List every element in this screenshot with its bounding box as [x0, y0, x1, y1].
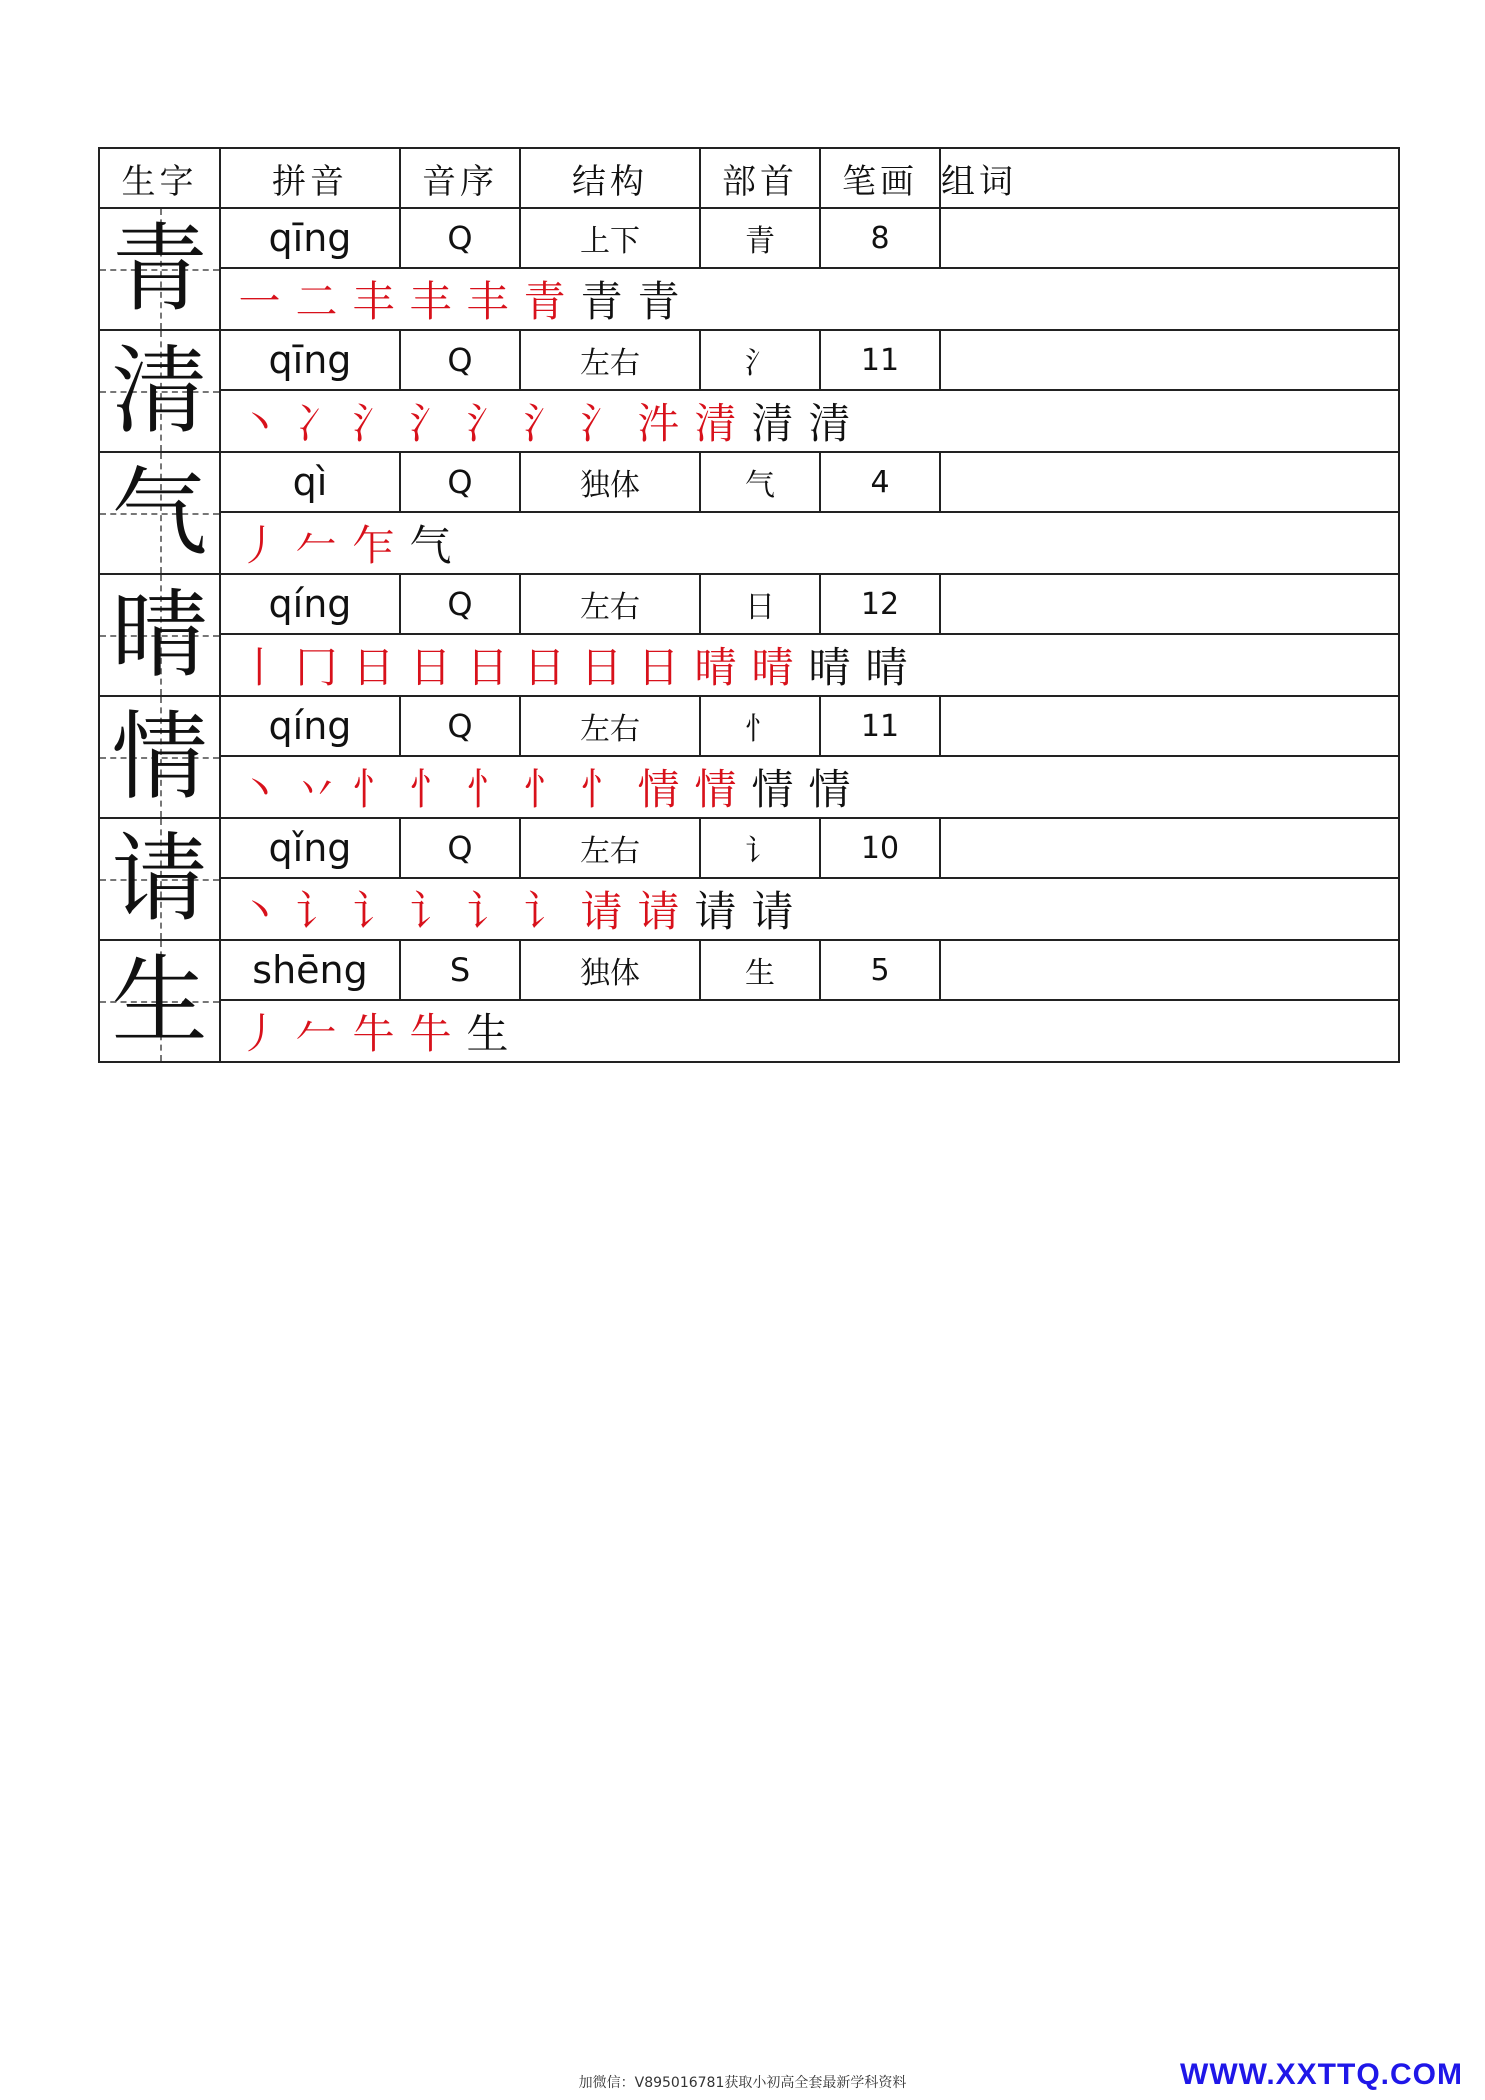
stroke-step: 冂 — [295, 643, 338, 692]
stroke-step: 丶 — [238, 399, 281, 448]
stroke-step: 青 — [637, 277, 680, 326]
stroke-step: 丷 — [295, 765, 338, 814]
stroke-step: 丶 — [238, 765, 281, 814]
stroke-step: 日 — [409, 643, 452, 692]
big-character: 请 — [111, 823, 208, 935]
order-cell: Q — [400, 818, 520, 878]
stroke-order-row — [99, 756, 1399, 818]
footer-note: 加微信：V895016781获取小初高全套最新学科资料 — [578, 2075, 907, 2091]
big-character: 生 — [111, 945, 208, 1057]
words-cell[interactable] — [940, 574, 1399, 634]
char-info-row — [99, 330, 1399, 390]
radical-cell: 生 — [700, 940, 820, 1000]
stroke-step: 丰 — [409, 277, 452, 326]
header-pinyin: 拼音 — [220, 148, 400, 208]
stroke-step: 讠 — [409, 887, 452, 936]
stroke-step: 氵 — [466, 399, 509, 448]
stroke-step: 请 — [637, 887, 680, 936]
pinyin-cell: qíng — [220, 696, 400, 756]
stroke-order-cell — [220, 268, 1399, 330]
stroke-step: 生 — [466, 1009, 509, 1058]
pinyin-cell: shēng — [220, 940, 400, 1000]
stroke-step: 情 — [637, 765, 680, 814]
stroke-order-row — [99, 634, 1399, 696]
header-radical: 部首 — [700, 148, 820, 208]
stroke-order-cell — [220, 1000, 1399, 1062]
stroke-step: 忄 — [580, 765, 623, 814]
order-cell: Q — [400, 696, 520, 756]
stroke-step: 𠂉 — [295, 1009, 338, 1058]
char-cell — [99, 330, 220, 452]
stroke-step: 清 — [751, 399, 794, 448]
words-cell[interactable] — [940, 940, 1399, 1000]
stroke-step: 丰 — [466, 277, 509, 326]
strokes-cell: 10 — [820, 818, 940, 878]
stroke-step: 讠 — [466, 887, 509, 936]
structure-cell: 左右 — [520, 574, 700, 634]
stroke-step: 日 — [352, 643, 395, 692]
stroke-step: 情 — [751, 765, 794, 814]
stroke-step: 氵 — [352, 399, 395, 448]
stroke-step: 氵 — [580, 399, 623, 448]
stroke-step: 丿 — [238, 521, 281, 570]
stroke-order-row — [99, 512, 1399, 574]
stroke-sequence — [221, 635, 1398, 695]
stroke-step: 二 — [295, 277, 338, 326]
pinyin-cell: qì — [220, 452, 400, 512]
header-words: 组词 — [940, 148, 1399, 208]
header-strokes: 笔画 — [820, 148, 940, 208]
header-structure: 结构 — [520, 148, 700, 208]
char-info-row — [99, 818, 1399, 878]
char-info-row — [99, 940, 1399, 1000]
strokes-cell: 11 — [820, 696, 940, 756]
char-cell — [99, 452, 220, 574]
brand-link[interactable]: WWW.XXTTQ.COM — [1180, 2058, 1463, 2091]
char-cell — [99, 940, 220, 1062]
order-cell: Q — [400, 574, 520, 634]
stroke-step: 一 — [238, 277, 281, 326]
stroke-order-row — [99, 268, 1399, 330]
character-grid — [98, 147, 1400, 1063]
stroke-step: 乍 — [352, 521, 395, 570]
big-character: 青 — [111, 213, 208, 325]
stroke-order-row — [99, 1000, 1399, 1062]
words-cell[interactable] — [940, 208, 1399, 268]
stroke-order-cell — [220, 756, 1399, 818]
structure-cell: 独体 — [520, 452, 700, 512]
char-info-row — [99, 574, 1399, 634]
stroke-step: 青 — [523, 277, 566, 326]
radical-cell: 青 — [700, 208, 820, 268]
stroke-step: 丨 — [238, 643, 281, 692]
header-row — [99, 148, 1399, 208]
stroke-step: 讠 — [295, 887, 338, 936]
words-cell[interactable] — [940, 452, 1399, 512]
stroke-step: 讠 — [352, 887, 395, 936]
stroke-sequence — [221, 757, 1398, 817]
char-info-row — [99, 696, 1399, 756]
stroke-step: 日 — [580, 643, 623, 692]
stroke-step: 𠂉 — [295, 521, 338, 570]
structure-cell: 独体 — [520, 940, 700, 1000]
structure-cell: 左右 — [520, 818, 700, 878]
stroke-order-cell — [220, 390, 1399, 452]
stroke-step: 请 — [694, 887, 737, 936]
strokes-cell: 11 — [820, 330, 940, 390]
stroke-order-cell — [220, 878, 1399, 940]
stroke-step: 日 — [523, 643, 566, 692]
stroke-step: 晴 — [808, 643, 851, 692]
stroke-step: 情 — [808, 765, 851, 814]
pinyin-cell: qíng — [220, 574, 400, 634]
stroke-step: 请 — [751, 887, 794, 936]
stroke-step: 晴 — [751, 643, 794, 692]
stroke-sequence — [221, 391, 1398, 451]
stroke-sequence — [221, 513, 1398, 573]
stroke-step: 氵 — [523, 399, 566, 448]
stroke-step: 清 — [694, 399, 737, 448]
stroke-order-row — [99, 878, 1399, 940]
words-cell[interactable] — [940, 696, 1399, 756]
big-character: 晴 — [111, 579, 208, 691]
stroke-step: 讠 — [523, 887, 566, 936]
stroke-step: 牛 — [352, 1009, 395, 1058]
stroke-step: 晴 — [865, 643, 908, 692]
stroke-step: 气 — [409, 521, 452, 570]
radical-cell: 讠 — [700, 818, 820, 878]
stroke-step: 冫 — [295, 399, 338, 448]
header-char: 生字 — [99, 148, 220, 208]
radical-cell: 日 — [700, 574, 820, 634]
order-cell: Q — [400, 452, 520, 512]
stroke-step: 日 — [637, 643, 680, 692]
strokes-cell: 5 — [820, 940, 940, 1000]
stroke-step: 情 — [694, 765, 737, 814]
stroke-step: 丰 — [352, 277, 395, 326]
pinyin-cell: qīng — [220, 330, 400, 390]
structure-cell: 上下 — [520, 208, 700, 268]
char-cell — [99, 696, 220, 818]
radical-cell: 氵 — [700, 330, 820, 390]
words-cell[interactable] — [940, 330, 1399, 390]
stroke-step: 丶 — [238, 887, 281, 936]
stroke-sequence — [221, 879, 1398, 939]
big-character: 情 — [111, 701, 208, 813]
header-order: 音序 — [400, 148, 520, 208]
big-character: 清 — [111, 335, 208, 447]
big-character: 气 — [111, 457, 208, 569]
stroke-step: 忄 — [523, 765, 566, 814]
stroke-step: 日 — [466, 643, 509, 692]
stroke-order-cell — [220, 512, 1399, 574]
order-cell: S — [400, 940, 520, 1000]
structure-cell: 左右 — [520, 330, 700, 390]
char-cell — [99, 574, 220, 696]
stroke-sequence — [221, 269, 1398, 329]
strokes-cell: 12 — [820, 574, 940, 634]
stroke-step: 晴 — [694, 643, 737, 692]
char-info-row — [99, 208, 1399, 268]
strokes-cell: 4 — [820, 452, 940, 512]
stroke-step: 请 — [580, 887, 623, 936]
char-info-row — [99, 452, 1399, 512]
char-cell — [99, 208, 220, 330]
structure-cell: 左右 — [520, 696, 700, 756]
stroke-step: 丿 — [238, 1009, 281, 1058]
stroke-step: 牛 — [409, 1009, 452, 1058]
char-cell — [99, 818, 220, 940]
order-cell: Q — [400, 330, 520, 390]
stroke-step: 忄 — [352, 765, 395, 814]
radical-cell: 忄 — [700, 696, 820, 756]
order-cell: Q — [400, 208, 520, 268]
pinyin-cell: qǐng — [220, 818, 400, 878]
character-table — [98, 147, 1398, 1063]
pinyin-cell: qīng — [220, 208, 400, 268]
words-cell[interactable] — [940, 818, 1399, 878]
stroke-step: 忄 — [466, 765, 509, 814]
stroke-order-row — [99, 390, 1399, 452]
stroke-order-cell — [220, 634, 1399, 696]
radical-cell: 气 — [700, 452, 820, 512]
strokes-cell: 8 — [820, 208, 940, 268]
stroke-step: 忄 — [409, 765, 452, 814]
stroke-sequence — [221, 1001, 1398, 1061]
stroke-step: 氵 — [409, 399, 452, 448]
stroke-step: 汼 — [637, 399, 680, 448]
stroke-step: 青 — [580, 277, 623, 326]
stroke-step: 清 — [808, 399, 851, 448]
